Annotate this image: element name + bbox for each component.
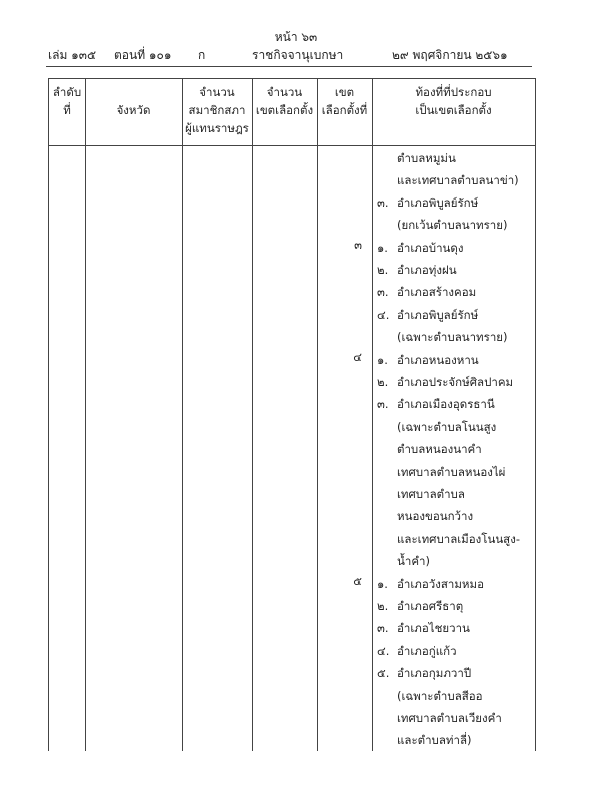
area-line-text: อำเภอประจักษ์ศิลปาคม — [397, 375, 514, 389]
area-line-text: อำเภอหนองหาน — [397, 352, 479, 367]
area-line-text: (เฉพาะตำบลนาทราย) — [397, 330, 508, 345]
column-divider — [252, 79, 253, 751]
area-line-text: อำเภอศรีธาตุ — [397, 599, 464, 613]
header-mp-count — [182, 83, 252, 137]
area-line-text: และเทศบาลตำบลนาข่า) — [397, 173, 519, 188]
page-header — [0, 0, 592, 70]
area-line-text: (เฉพาะตำบลโนนสูง — [397, 419, 497, 434]
area-line-text: และเทศบาลเมืองโนนสูง- — [397, 531, 520, 546]
column-divider — [85, 79, 86, 751]
area-line-text: และตำบลท่าลี่) — [397, 733, 472, 748]
area-line-number: ๓. — [377, 621, 389, 636]
area-line-text: อำเภอวังสามหมอ — [397, 576, 484, 591]
area-line-number: ๑. — [377, 352, 388, 367]
section-label: ก — [198, 48, 206, 62]
area-line-text: ตำบลหมูม่น — [397, 151, 456, 165]
area-line-number: ๓. — [377, 397, 389, 412]
area-line-number: ๓. — [377, 195, 389, 210]
column-divider — [372, 79, 373, 751]
header-line: ท้องที่ที่ประกอบ — [415, 85, 492, 99]
gazette-title: ราชกิจจานุเบกษา — [252, 48, 344, 62]
header-line: เขตเลือกตั้ง — [255, 103, 314, 117]
area-line-number: ๒. — [377, 263, 389, 277]
header-province — [85, 101, 182, 119]
district-number: ๕ — [353, 574, 362, 588]
header-line: เลือกตั้งที่ — [321, 103, 368, 117]
header-area — [372, 83, 535, 119]
constituency-table — [48, 78, 536, 751]
area-line-text: ตำบลหนองนาคำ — [397, 442, 482, 457]
area-line-number: ๔. — [377, 643, 390, 658]
table-header-divider — [49, 145, 535, 146]
area-line-number: ๔. — [377, 307, 390, 322]
area-line-text: (เฉพาะตำบลสีออ — [397, 688, 483, 703]
area-line-text: อำเภอเมืองอุดรธานี — [397, 397, 495, 412]
header-line: จังหวัด — [116, 103, 151, 117]
area-line-text: (ยกเว้นตำบลนาทราย) — [397, 218, 508, 233]
header-line: ผู้แทนราษฎร — [185, 121, 249, 135]
area-line-number: ๕. — [377, 666, 390, 681]
column-divider — [182, 79, 183, 751]
header-line: เป็นเขตเลือกตั้ง — [415, 103, 492, 117]
header-line: จำนวน — [266, 85, 303, 99]
area-line-number: ๑. — [377, 576, 388, 591]
area-line-text: เทศบาลตำบลเวียงคำ — [397, 711, 502, 725]
header-order-no — [49, 83, 85, 119]
area-line-text: อำเภอกุมภวาปี — [397, 666, 472, 681]
header-line: เขต — [334, 85, 355, 99]
header-divider — [46, 66, 532, 67]
area-line-number: ๒. — [377, 375, 389, 389]
district-number: ๓ — [354, 238, 362, 252]
area-line-text: อำเภอบ้านดุง — [397, 240, 464, 255]
area-line-text: อำเภอพิบูลย์รักษ์ — [397, 307, 479, 322]
area-line-text: อำเภอทุ่งฝน — [397, 263, 457, 277]
header-line: ลำดับ — [52, 85, 82, 99]
header-line: ที่ — [63, 103, 71, 117]
publication-date: ๒๙ พฤศจิกายน ๒๕๖๑ — [392, 48, 508, 62]
volume-label: เล่ม ๑๓๕ — [48, 48, 97, 62]
area-line-text: เทศบาลตำบลหนองไผ่ — [397, 464, 506, 479]
issue-label: ตอนที่ ๑๐๑ — [114, 48, 172, 62]
area-line-text: เทศบาลตำบล — [397, 487, 465, 501]
header-line: จำนวน — [199, 85, 235, 99]
header-district-count — [252, 83, 317, 119]
district-number-column — [317, 79, 372, 751]
area-line-text: อำเภอไชยวาน — [397, 621, 470, 636]
area-line-text: อำเภอกู่แก้ว — [397, 643, 457, 658]
area-line-number: ๒. — [377, 599, 389, 613]
district-number: ๔ — [353, 350, 362, 364]
header-line: สมาชิกสภา — [188, 103, 246, 117]
page-number: หน้า ๖๓ — [274, 30, 318, 44]
area-line-text: อำเภอสร้างคอม — [397, 285, 477, 300]
area-line-number: ๓. — [377, 285, 389, 300]
area-line-number: ๑. — [377, 240, 388, 255]
area-line-text: น้ำคำ) — [397, 554, 430, 569]
area-line-text: อำเภอพิบูลย์รักษ์ — [397, 195, 479, 210]
area-line-text: หนองขอนกว้าง — [397, 509, 474, 524]
